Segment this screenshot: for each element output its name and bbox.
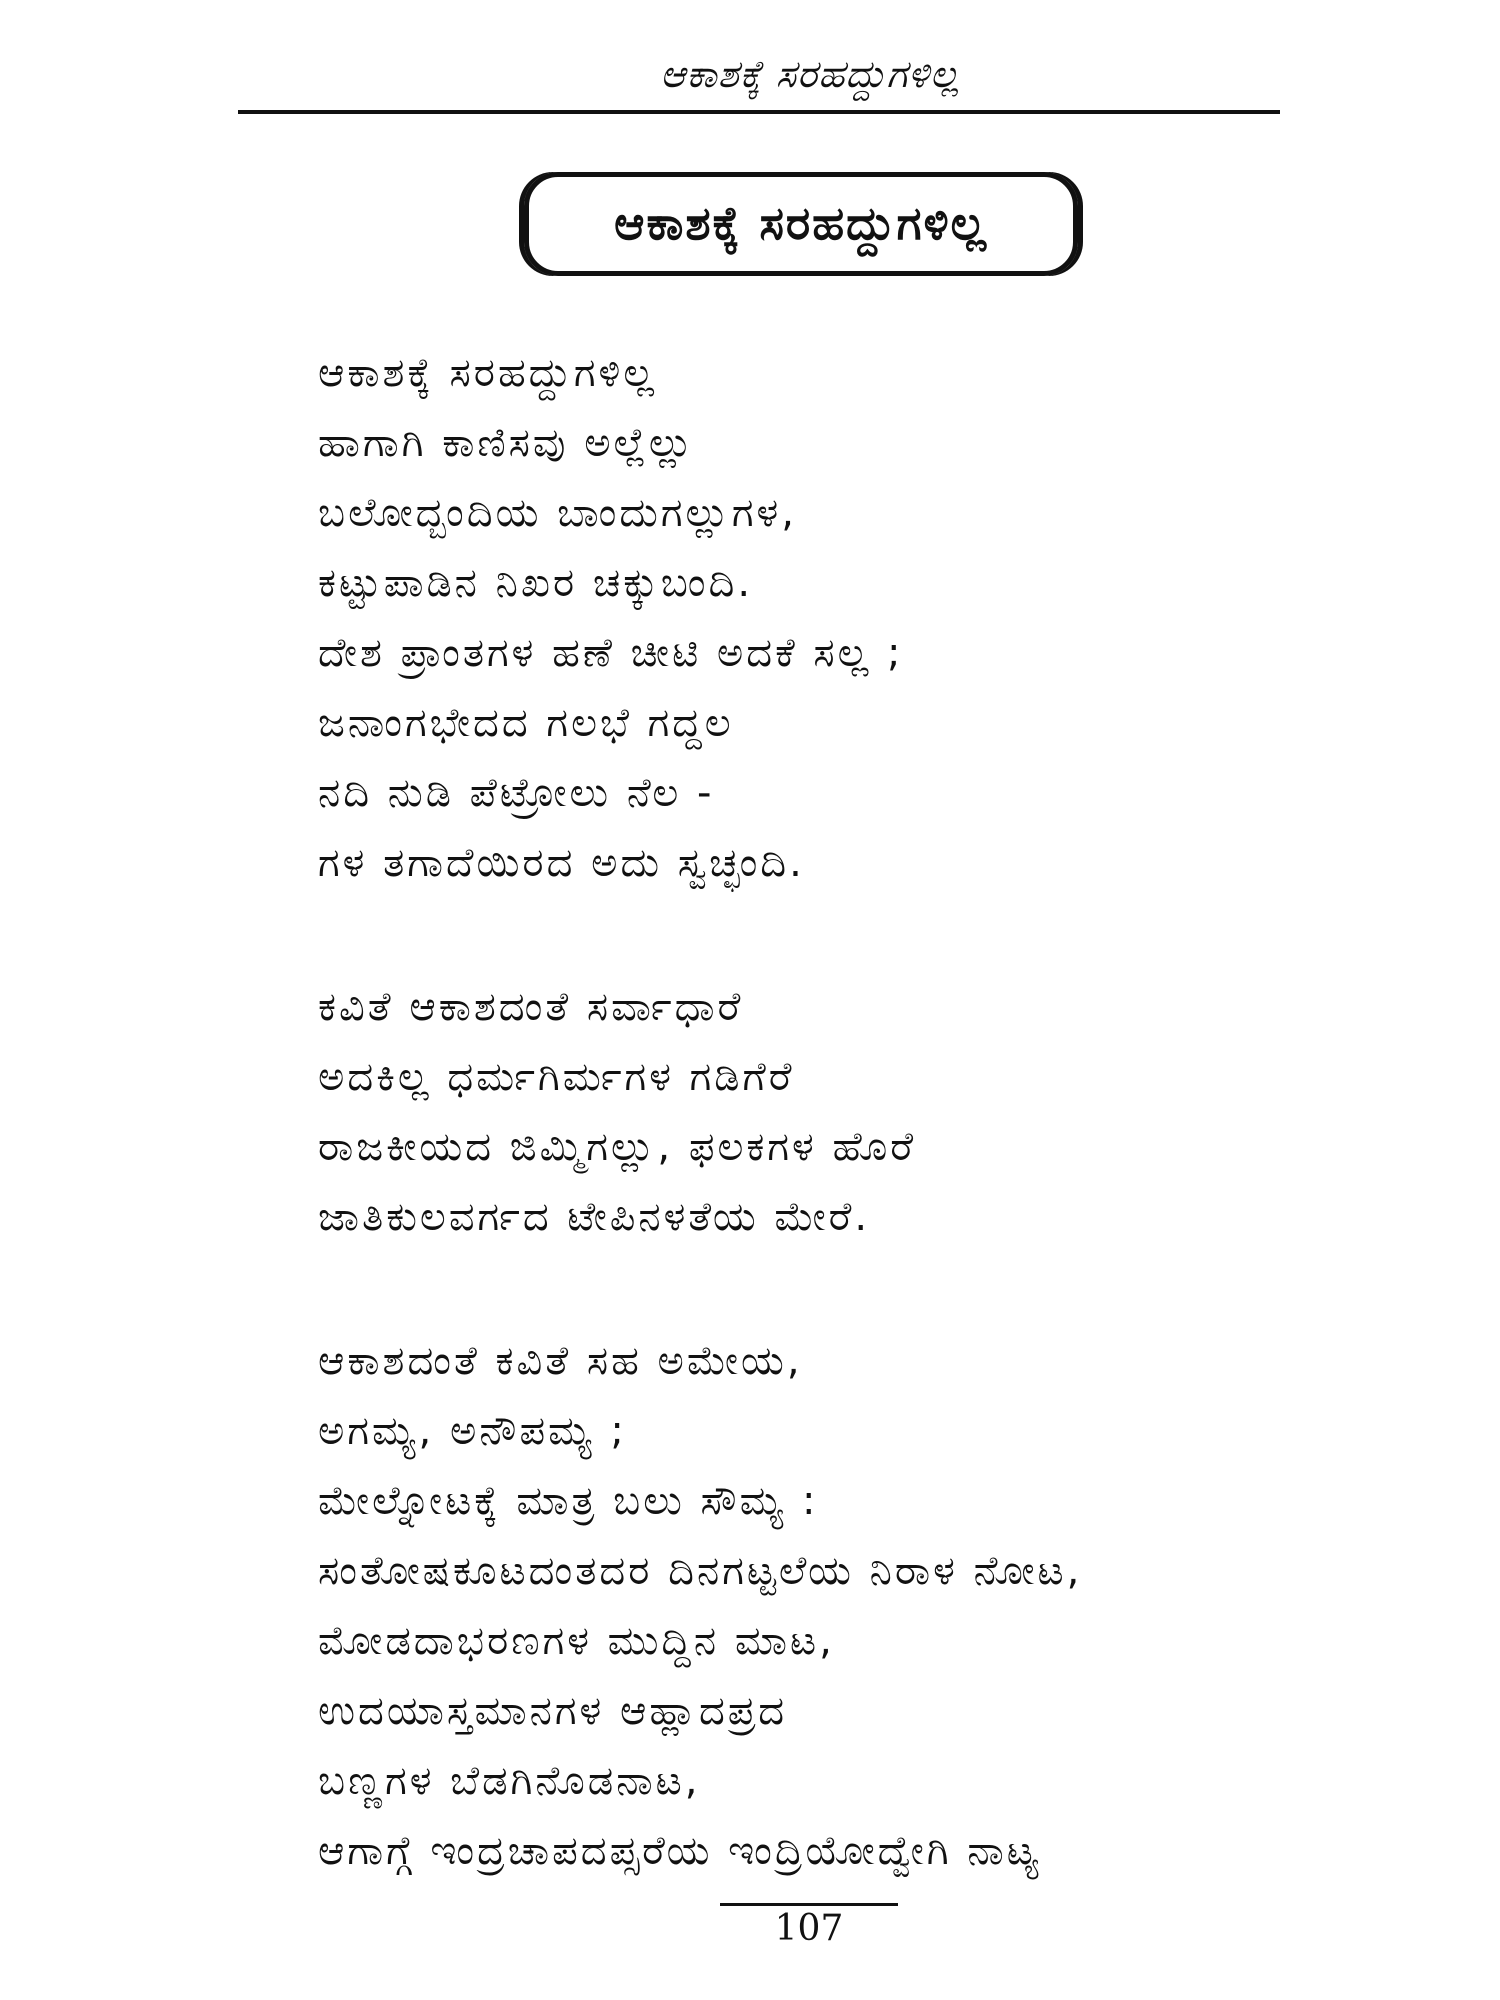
poem-line: ಹಾಗಾಗಿ ಕಾಣಿಸವು ಅಲ್ಲೆಲ್ಲು: [318, 420, 696, 466]
poem-line: ನದಿ ನುಡಿ ಪೆಟ್ರೋಲು ನೆಲ -: [318, 770, 715, 816]
running-header: [238, 46, 1280, 114]
poem-line: ದೇಶ ಪ್ರಾಂತಗಳ ಹಣೆ ಚೀಟಿ ಅದಕೆ ಸಲ್ಲ ;: [318, 630, 904, 676]
poem-line: ಬಲೋದ್ಬಂದಿಯ ಬಾಂದುಗಲ್ಲುಗಳ,: [318, 490, 797, 536]
poem-line: ಜಾತಿಕುಲವರ್ಗದ ಟೇಪಿನಳತೆಯ ಮೇರೆ.: [318, 1194, 871, 1240]
poem-body: [318, 338, 1278, 1960]
poem-line: ಕಟ್ಟುಪಾಡಿನ ನಿಖರ ಚಕ್ಕುಬಂದಿ.: [318, 560, 754, 606]
footer-rule: [720, 1903, 898, 1906]
poem-line: ಆಗಾಗ್ಗೆ ಇಂದ್ರಚಾಪದಪ್ಸರೆಯ ಇಂದ್ರಿಯೋದ್ವೇಗಿ ನಾಟ್ಯ: [318, 1828, 1042, 1874]
poem-line: ರಾಜಕೀಯದ ಜಿಮ್ಮಿಗಲ್ಲು, ಫಲಕಗಳ ಹೊರೆ: [318, 1124, 917, 1170]
poem-line: ಸಂತೋಷಕೂಟದಂತದರ ದಿನಗಟ್ಟಲೆಯ ನಿರಾಳ ನೋಟ,: [318, 1548, 1083, 1594]
stanza-3: [318, 1326, 1278, 1886]
poem-line: ಆಕಾಶಕ್ಕೆ ಸರಹದ್ದುಗಳಿಲ್ಲ: [318, 350, 657, 396]
poem-line: ಕವಿತೆ ಆಕಾಶದಂತೆ ಸರ್ವಾಧಾರೆ: [318, 984, 744, 1030]
poem-line: ಅದಕಿಲ್ಲ ಧರ್ಮಗಿರ್ಮಗಳ ಗಡಿಗೆರೆ: [318, 1054, 795, 1100]
poem-line: ಮೇಲ್ನೋಟಕ್ಕೆ ಮಾತ್ರ ಬಲು ಸೌಮ್ಯ :: [318, 1478, 819, 1524]
poem-line: ಆಕಾಶದಂತೆ ಕವಿತೆ ಸಹ ಅಮೇಯ,: [318, 1338, 803, 1384]
poem-title: ಆಕಾಶಕ್ಕೆ ಸರಹದ್ದುಗಳಿಲ್ಲ: [614, 196, 988, 250]
stanza-2: [318, 972, 1278, 1252]
poem-line: ಬಣ್ಣಗಳ ಬೆಡಗಿನೊಡನಾಟ,: [318, 1758, 701, 1804]
poem-title-box: [524, 172, 1078, 276]
poem-line: ಗಳ ತಗಾದೆಯಿರದ ಅದು ಸ್ವಚ್ಛಂದಿ.: [318, 840, 805, 886]
page-number: 107: [774, 1908, 844, 1949]
poem-line: ಮೋಡದಾಭರಣಗಳ ಮುದ್ದಿನ ಮಾಟ,: [318, 1618, 835, 1664]
stanza-1: [318, 338, 1278, 898]
poem-line: ಜನಾಂಗಭೇದದ ಗಲಭೆ ಗದ್ದಲ: [318, 700, 734, 746]
running-header-title: ಆಕಾಶಕ್ಕೆ ಸರಹದ್ದುಗಳಿಲ್ಲ: [660, 52, 960, 96]
poem-line: ಉದಯಾಸ್ತಮಾನಗಳ ಆಹ್ಲಾದಪ್ರದ: [318, 1688, 788, 1734]
poem-line: ಅಗಮ್ಯ, ಅನೌಪಮ್ಯ ;: [318, 1408, 627, 1454]
